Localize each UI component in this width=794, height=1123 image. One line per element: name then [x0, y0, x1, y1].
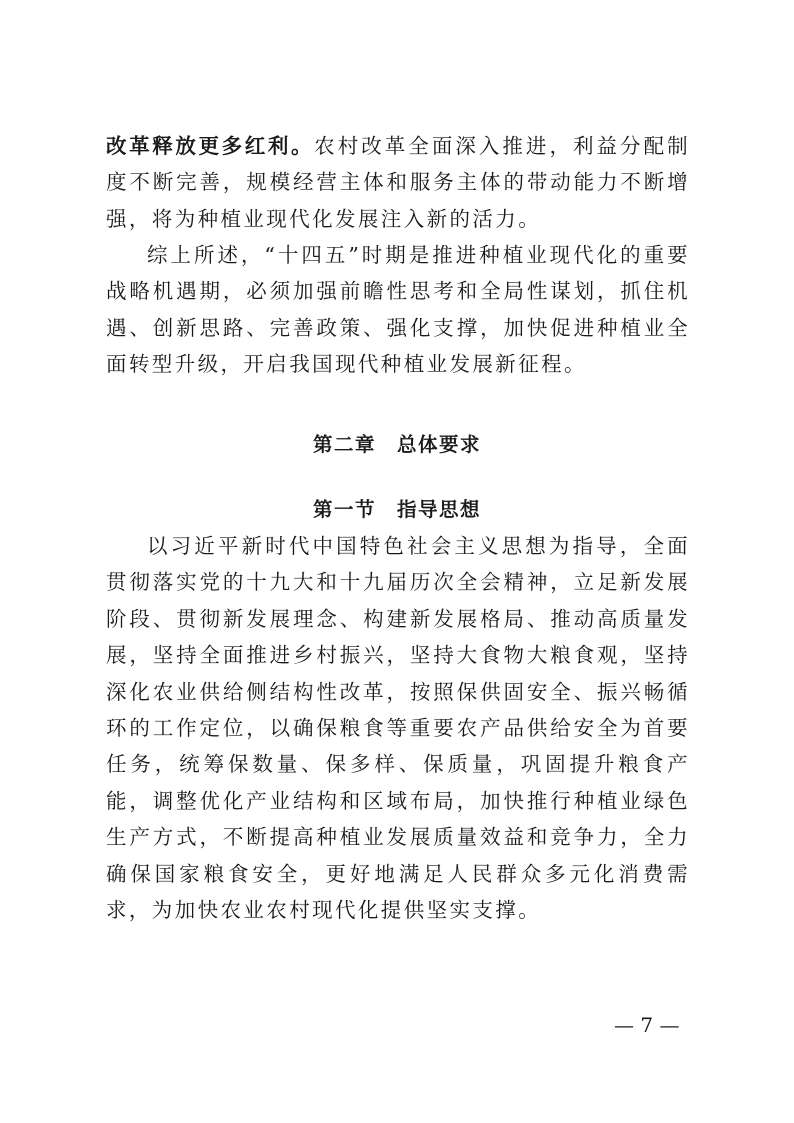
paragraph-summary: 综上所述，“十四五”时期是推进种植业现代化的重要战略机遇期，必须加强前瞻性思考和全局性谋划，抓住机遇、创新思路、完善政策、强化支撑，加快促进种植业全面转型升级，开启我国现代种植业发展新征程。 [106, 243, 690, 377]
section-heading: 第一节 指导思想 [312, 498, 481, 521]
paragraph-body: 农村改革全面深入推进，利益分配制度不断完善，规模经营主体和服务主体的带动能力不断增强，将为种植业现代化发展注入新的活力。 [106, 134, 691, 231]
chapter-heading: 第二章 总体要求 [312, 433, 481, 456]
paragraph-reform-dividends [106, 128, 690, 237]
page-number: — 7 — [614, 1013, 680, 1037]
paragraph-guiding-ideology: 以习近平新时代中国特色社会主义思想为指导，全面贯彻落实党的十九大和十九届历次全会精神，立足新发展阶段、贯彻新发展理念、构建新发展格局、推动高质量发展，坚持全面推进乡村振兴，坚持大食物大粮食观，坚持深化农业供给侧结构性改革，按照保供固安全、振兴畅循环的工作定位，以确保粮食等重要农产品供给安全为首要任务，统筹保数量、保多样、保质量，巩固提升粮食产能，调整优化产业结构和区域布局，加快推行种植业绿色生产方式，不断提高种植业发展质量效益和竞争力，全力确保国家粮食安全，更好地满足人民群众多元化消费需求，为加快农业农村现代化提供坚实支撑。 [106, 534, 690, 923]
paragraph-lead-bold: 改革释放更多红利。 [106, 134, 315, 158]
